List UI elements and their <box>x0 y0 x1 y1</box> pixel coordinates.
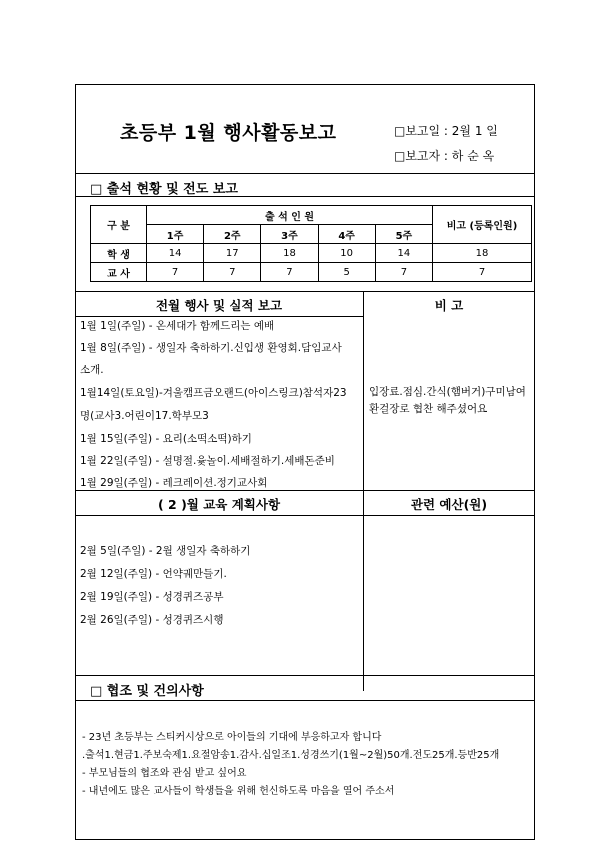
report-item: 1월 1일(주일) - 온세대가 함께드리는 예배 <box>80 320 275 332</box>
report-heading: 전월 행사 및 실적 보고 <box>155 298 283 313</box>
cell: 7 <box>204 263 261 282</box>
attendance-section-title: □ 출석 현황 및 전도 보고 <box>90 182 238 197</box>
cooperation-item: - 23년 초등부는 스티커시상으로 아이들의 기대에 부응하고자 합니다 <box>82 732 382 743</box>
divider <box>75 196 535 197</box>
report-item: 1월 29일(주일) - 레크레이션.정기교사회 <box>80 477 268 489</box>
cell: 7 <box>147 263 204 282</box>
divider <box>75 515 535 516</box>
week-header: 1주 <box>147 225 204 244</box>
cell: 18 <box>261 244 318 263</box>
page-title: 초등부 1월 행사활동보고 <box>120 122 337 144</box>
week-header: 4주 <box>318 225 375 244</box>
week-header: 3주 <box>261 225 318 244</box>
plan-item: 2월 12일(주일) - 언약궤만들기. <box>80 568 227 580</box>
cooperation-section-title: □ 협조 및 건의사항 <box>90 684 204 699</box>
report-item: 1월14일(토요일)-겨울캠프금오랜드(아이스링크)참석자23 <box>80 387 347 399</box>
divider <box>75 316 363 317</box>
cell: 17 <box>204 244 261 263</box>
cell: 10 <box>318 244 375 263</box>
cell-note: 7 <box>433 263 532 282</box>
remark-heading: 비 고 <box>434 298 464 313</box>
plan-item: 2월 26일(주일) - 성경퀴즈시행 <box>80 614 224 626</box>
col-category: 구 분 <box>91 206 147 244</box>
plan-heading: ( 2 )월 교육 계획사항 <box>157 497 281 512</box>
week-header: 5주 <box>375 225 432 244</box>
report-remark: 입장료.점심.간식(햄버거)구미남여환걸장로 협찬 해주셨어요 <box>369 386 526 415</box>
divider <box>75 675 535 676</box>
table-row <box>91 244 532 263</box>
report-item: 1월 15일(주일) - 요리(소떡소떡)하기 <box>80 433 252 445</box>
report-date: □보고일 : 2월 1 일 <box>394 124 498 138</box>
attendance-table <box>90 205 532 282</box>
cooperation-item: - 내년에도 많은 교사들이 학생들을 위해 헌신하도록 마음을 열어 주소서 <box>82 786 395 797</box>
column-divider <box>363 291 364 691</box>
cell: 14 <box>375 244 432 263</box>
row-label: 교 사 <box>91 263 147 282</box>
col-note: 비고 (등록인원) <box>433 206 532 244</box>
divider <box>75 173 535 174</box>
plan-item: 2월 5일(주일) - 2월 생일자 축하하기 <box>80 545 251 557</box>
report-item: 명(교사3.어린이17.학부모3 <box>80 410 209 422</box>
week-header: 2주 <box>204 225 261 244</box>
divider <box>75 490 535 491</box>
cooperation-item: .출석1.현금1.주보숙제1.요절암송1.감사.십일조1.성경쓰기(1월~2월)50개.전도25개.등반25개 <box>82 750 500 761</box>
row-label: 학 생 <box>91 244 147 263</box>
budget-heading: 관련 예산(원) <box>410 497 488 512</box>
report-item: 1월 8일(주일) - 생일자 축하하기.신입생 환영회.담임교사 <box>80 342 342 354</box>
cell: 7 <box>375 263 432 282</box>
divider <box>75 700 535 701</box>
cell-note: 18 <box>433 244 532 263</box>
cooperation-item: - 부모님들의 협조와 관심 받고 싶어요 <box>82 768 247 779</box>
col-attendance: 출 석 인 원 <box>147 206 433 225</box>
table-row <box>91 263 532 282</box>
cell: 5 <box>318 263 375 282</box>
cell: 14 <box>147 244 204 263</box>
divider <box>75 291 535 292</box>
cell: 7 <box>261 263 318 282</box>
reporter: □보고자 : 하 순 옥 <box>394 149 495 163</box>
plan-item: 2월 19일(주일) - 성경퀴즈공부 <box>80 591 224 603</box>
report-item: 1월 22일(주일) - 설명절.윷놀이.세배절하기.세배돈준비 <box>80 455 335 467</box>
report-item: 소개. <box>80 364 104 376</box>
